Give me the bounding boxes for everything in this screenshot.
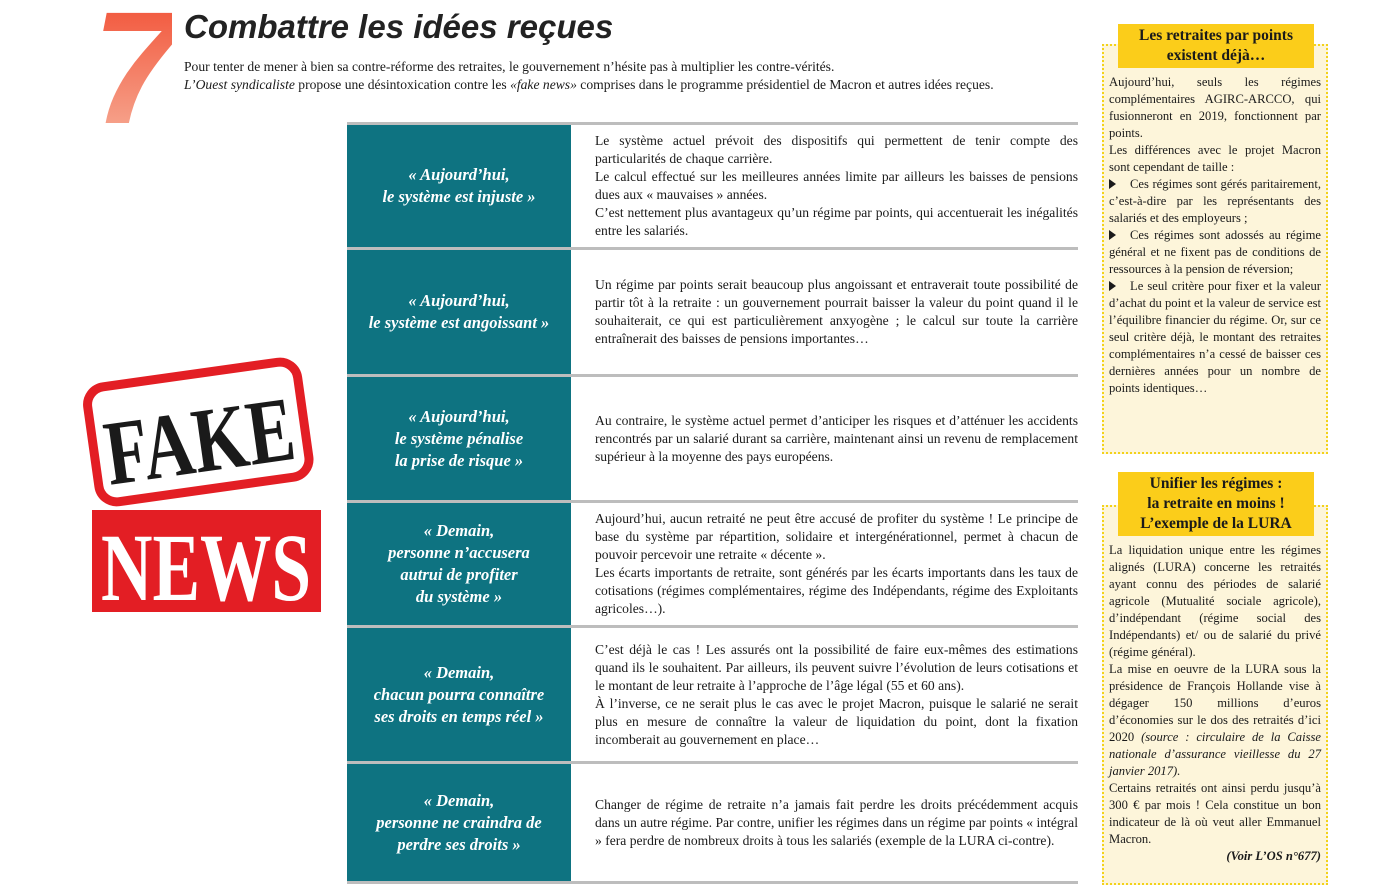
table-row [347,374,1078,500]
source-citation: (source : circulaire de la Caisse nationale d’assurance vieillesse du 27 janvier 2017). [1109,730,1321,778]
table-row [347,625,1078,761]
answer-cell: Au contraire, le système actuel permet d’anticiper les risques et d’atténuer les accidents rencontrés par un salarié durant sa carrière, maintenant ainsi un revenu de remplacement supérieur à la moyenne des pays européens. [595,412,1078,464]
page-title: Combattre les idées reçues [184,8,614,45]
table-row [347,761,1078,884]
intro-line-2: L’Ouest syndicaliste propose une désintoxication contre les «fake news» comprises dans le programme présidentiel de Macron et autres idées reçues. [184,77,994,92]
intro-text [184,58,1077,94]
sidebar-box-points-body: Aujourd’hui, seuls les régimes complémentaires AGIRC-ARCCO, qui fusionneront en 2019, fonctionnent par points. Les différences avec le projet Macron sont cependant de taille : Ces régimes sont gérés paritairement, c’est-à-dire par les représentants des salariés et des employeurs ; Ces régimes sont adossés au régime général et ne fixent pas de conditions de ressources à la pension de réversion; Le seul critère pour fixer et la valeur d’achat du point et la valeur de service est l’équilibre financier du régime. Or, sur ce seul critère déjà, le montant des retraites complémentaires n’a cessé de baisser ces dernières années pour un nombre de points identiques… [1109,75,1321,395]
list-item: Le seul critère pour fixer et la valeur d’achat du point et la valeur de service est l’équilibre financier du régime. Or, sur ce seul critère déjà, le montant des retraites complémentaires n’a cessé de baisser ces dernières années pour un nombre de points identiques… [1109,279,1321,395]
claim-cell: « Aujourd’hui, le système pénalise la prise de risque » [347,377,571,500]
claim-cell: « Aujourd’hui, le système est angoissant » [347,250,571,374]
claim-cell: « Demain, personne n’accusera autrui de profiter du système » [347,503,571,625]
answer-cell: Un régime par points serait beaucoup plus angoissant et entraverait toute possibilité de partir tôt à la retraite : un gouvernement pourrait baisser la valeur du point quand il le souhaiterait, ce qui est particulièrement anxyogène ; le calcul sur toute la carrière entraînerait des baisses de pensions importantes… [595,277,1078,346]
bullet-triangle-icon [1109,281,1116,291]
bullet-triangle-icon [1109,230,1116,240]
reference-note: (Voir L’OS n°677) [1226,849,1321,863]
table-row [347,500,1078,625]
stamp-news-text: NEWS [101,514,311,621]
stamp-fake-text: FAKE [98,368,359,505]
list-item: Ces régimes sont adossés au régime général et ne fixent pas de conditions de ressources à la pension de réversion; [1109,228,1321,276]
claim-cell: « Aujourd’hui, le système est injuste » [347,125,571,247]
ideas-table [347,122,1078,884]
publication-name: L’Ouest syndicaliste [184,77,295,92]
sidebar-box-points-title: Les retraites par points existent déjà… [1118,24,1314,68]
section-number: 7 [92,0,181,157]
sidebar-box-lura-body: La liquidation unique entre les régimes alignés (LURA) concerne les retraités ayant connu des périodes de salarié agricole (Mutualité sociale agricole), d’indépendant (régime social des Indépendants) et/ ou de salarié du privé (régime général). La mise en oeuvre de la LURA sous la présidence de François Hollande vise à dégager 150 millions d’euros d’économies sur le dos des retraités d’ici 2020 (source : circulaire de la Caisse nationale d’assurance vieillesse du 27 janvier 2017). Certains retraités ont ainsi perdu jusqu’à 300 € par mois ! Cela constitue un bon indicateur de là où veut aller Emmanuel Macron. (Voir L’OS n°677) [1109,543,1321,863]
claim-cell: « Demain, chacun pourra connaître ses droits en temps réel » [347,628,571,761]
sidebar-box-lura-title: Unifier les régimes : la retraite en moins ! L’exemple de la LURA [1118,472,1314,536]
claim-cell: « Demain, personne ne craindra de perdre ses droits » [347,764,571,881]
table-row [347,247,1078,374]
intro-line-1: Pour tenter de mener à bien sa contre-réforme des retraites, le gouvernement n’hésite pas à multiplier les contre-vérités. [184,59,835,74]
fake-news-quote: «fake news» [510,77,577,92]
answer-cell: Changer de régime de retraite n’a jamais fait perdre les droits précédemment acquis dans un autre régime. Par contre, unifier les régimes dans un régime par points « intégral » fera perdre de nombreux droits à tous les salariés (exemple de la LURA ci-contre). [595,796,1078,848]
table-row [347,122,1078,247]
answer-cell: C’est déjà le cas ! Les assurés ont la possibilité de faire eux-mêmes des estimations quand ils le souhaitent. Par ailleurs, ils peuvent suivre l’évolution de leurs cotisations et le montant de leur retraite à l’approche de l’âge légal (55 et 60 ans). À l’inverse, ce ne serait plus le cas avec le projet Macron, puisque le salarié ne serait plus en mesure de connaître la valeur de liquidation du point, dont la fixation incomberait au gouvernement en place… [595,641,1078,747]
bullet-triangle-icon [1109,179,1116,189]
fake-news-stamp-icon [86,360,359,621]
answer-cell: Aujourd’hui, aucun retraité ne peut être accusé de profiter du système ! Le principe de base du système par répartition, solidaire et intergénérationnel, permet à chacun de pouvoir percevoir une retraite « décente ». Les écarts importants de retraite, sont générés par les écarts importants dans les taux de cotisations (régimes complémentaires, régime des Indépendants, régime des Exploitants agricoles…). [595,511,1078,616]
answer-cell: Le système actuel prévoit des dispositifs qui permettent de tenir compte des particularités de chaque carrière. Le calcul effectué sur les meilleures années limite par ailleurs les baisses de pensions dues aux « mauvaises » années. C’est nettement plus avantageux qu’un régime par points, qui accentuerait les inégalités entre les salariés. [595,133,1078,238]
list-item: Ces régimes sont gérés paritairement, c’est-à-dire par les représentants des salariés et des employeurs ; [1109,177,1321,225]
